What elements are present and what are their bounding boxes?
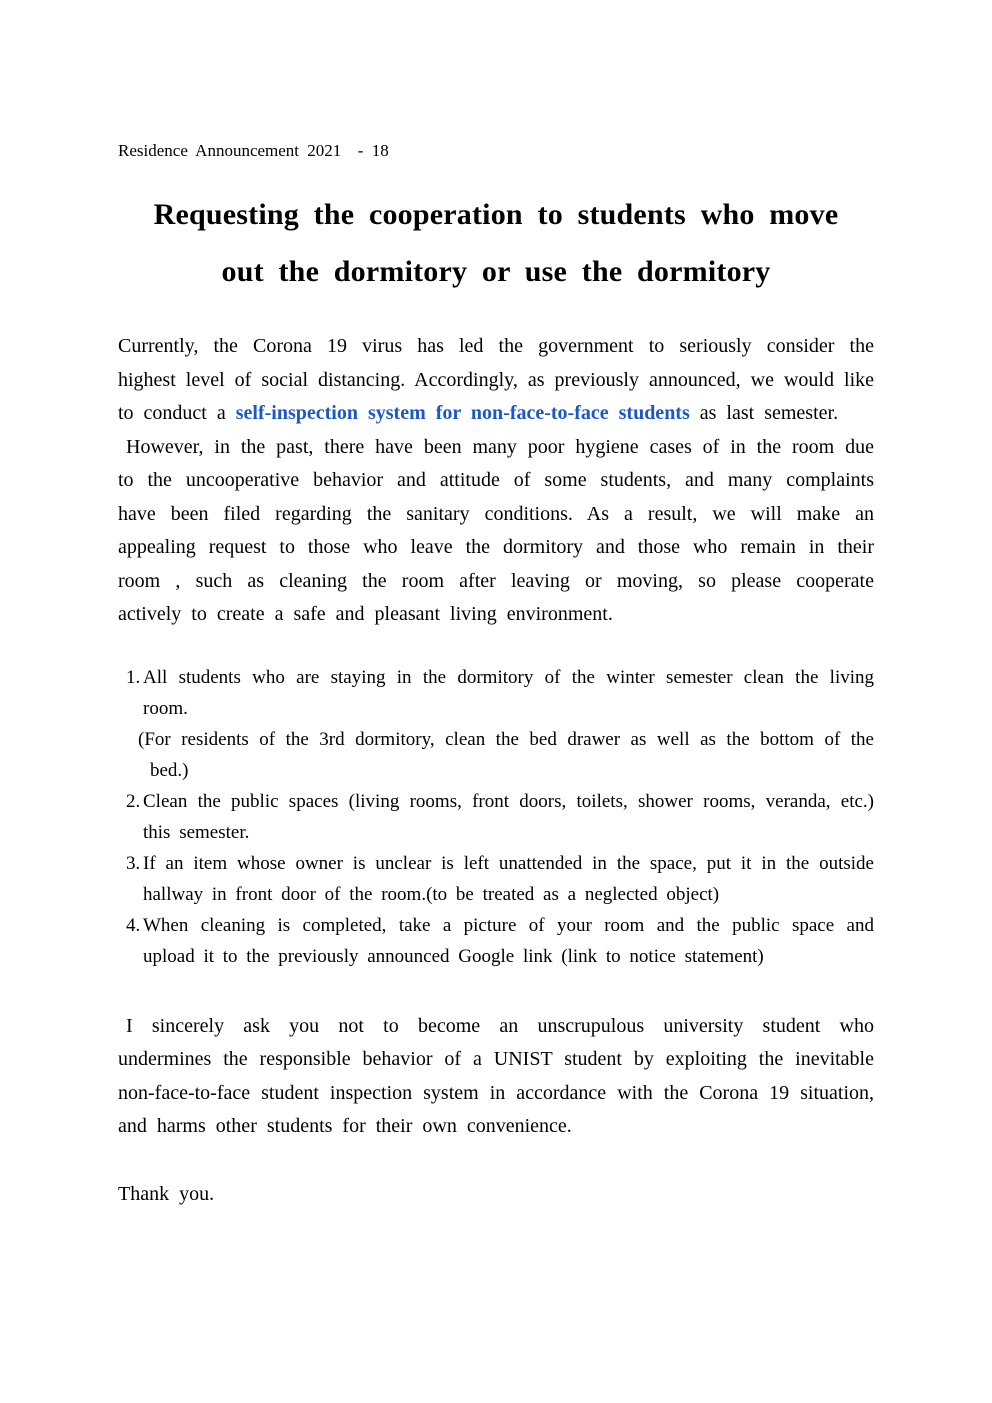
list-item-1 — [126, 662, 874, 724]
list-item-1-number: 1. — [126, 666, 141, 688]
list-item-2-number: 2. — [126, 790, 141, 812]
list-item-2-text: Clean the public spaces (living rooms, front doors, toilets, shower rooms, veranda, etc.) this semester. — [143, 790, 874, 843]
list-item-4-number: 4. — [126, 914, 141, 936]
list-item-4-text: When cleaning is completed, take a picture of your room and the public space and upload it to the previously announced Google link (link to notice statement) — [143, 914, 874, 967]
paragraph-intro-text-after: as last semester. — [689, 402, 839, 424]
paragraph-hygiene: However, in the past, there have been many poor hygiene cases of in the room due to the uncooperative behavior and attitude of some students, and many complaints have been filed regarding the sanitary conditions. As a result, we will make an appealing request to those who leave the dormitory and those who remain in their room , such as cleaning the room after leaving or moving, so please cooperate actively to create a safe and pleasant living environment. — [118, 435, 874, 625]
paragraph-intro-text-before: Currently, the Corona 19 virus has led the government to seriously consider the highest level of social distancing. Accordingly, as previously announced, we would like to conduct a — [118, 335, 874, 424]
list-item-3 — [126, 848, 874, 910]
list-item-1-note: (For residents of the 3rd dormitory, clean the bed drawer as well as the bottom of the bed.) — [138, 728, 874, 781]
list-item-3-text: If an item whose owner is unclear is left unattended in the space, put it in the outside hallway in front door of the room.(to be treated as a neglected object) — [143, 852, 874, 905]
instruction-list — [118, 662, 874, 972]
thank-you-line: Thank you. — [118, 1182, 215, 1205]
document-title — [118, 186, 874, 300]
list-item-3-number: 3. — [126, 852, 141, 874]
document-number: Residence Announcement 2021 - 18 — [118, 141, 389, 160]
paragraph-closing: I sincerely ask you not to become an unscrupulous university student who undermines the responsible behavior of a UNIST student by exploiting the inevitable non-face-to-face student inspection system in accordance with the Corona 19 situation, and harms other students for their own convenience. — [118, 1014, 874, 1137]
highlighted-phrase: self-inspection system for non-face-to-face students — [235, 402, 690, 424]
list-item-1-text: All students who are staying in the dormitory of the winter semester clean the living room. — [143, 666, 874, 719]
document-title-line-2: out the dormitory or use the dormitory — [221, 255, 771, 288]
document-title-line-1: Requesting the cooperation to students who move — [153, 198, 839, 231]
list-item-4 — [126, 910, 874, 972]
list-item-2 — [126, 786, 874, 848]
paragraph-intro — [118, 330, 874, 431]
